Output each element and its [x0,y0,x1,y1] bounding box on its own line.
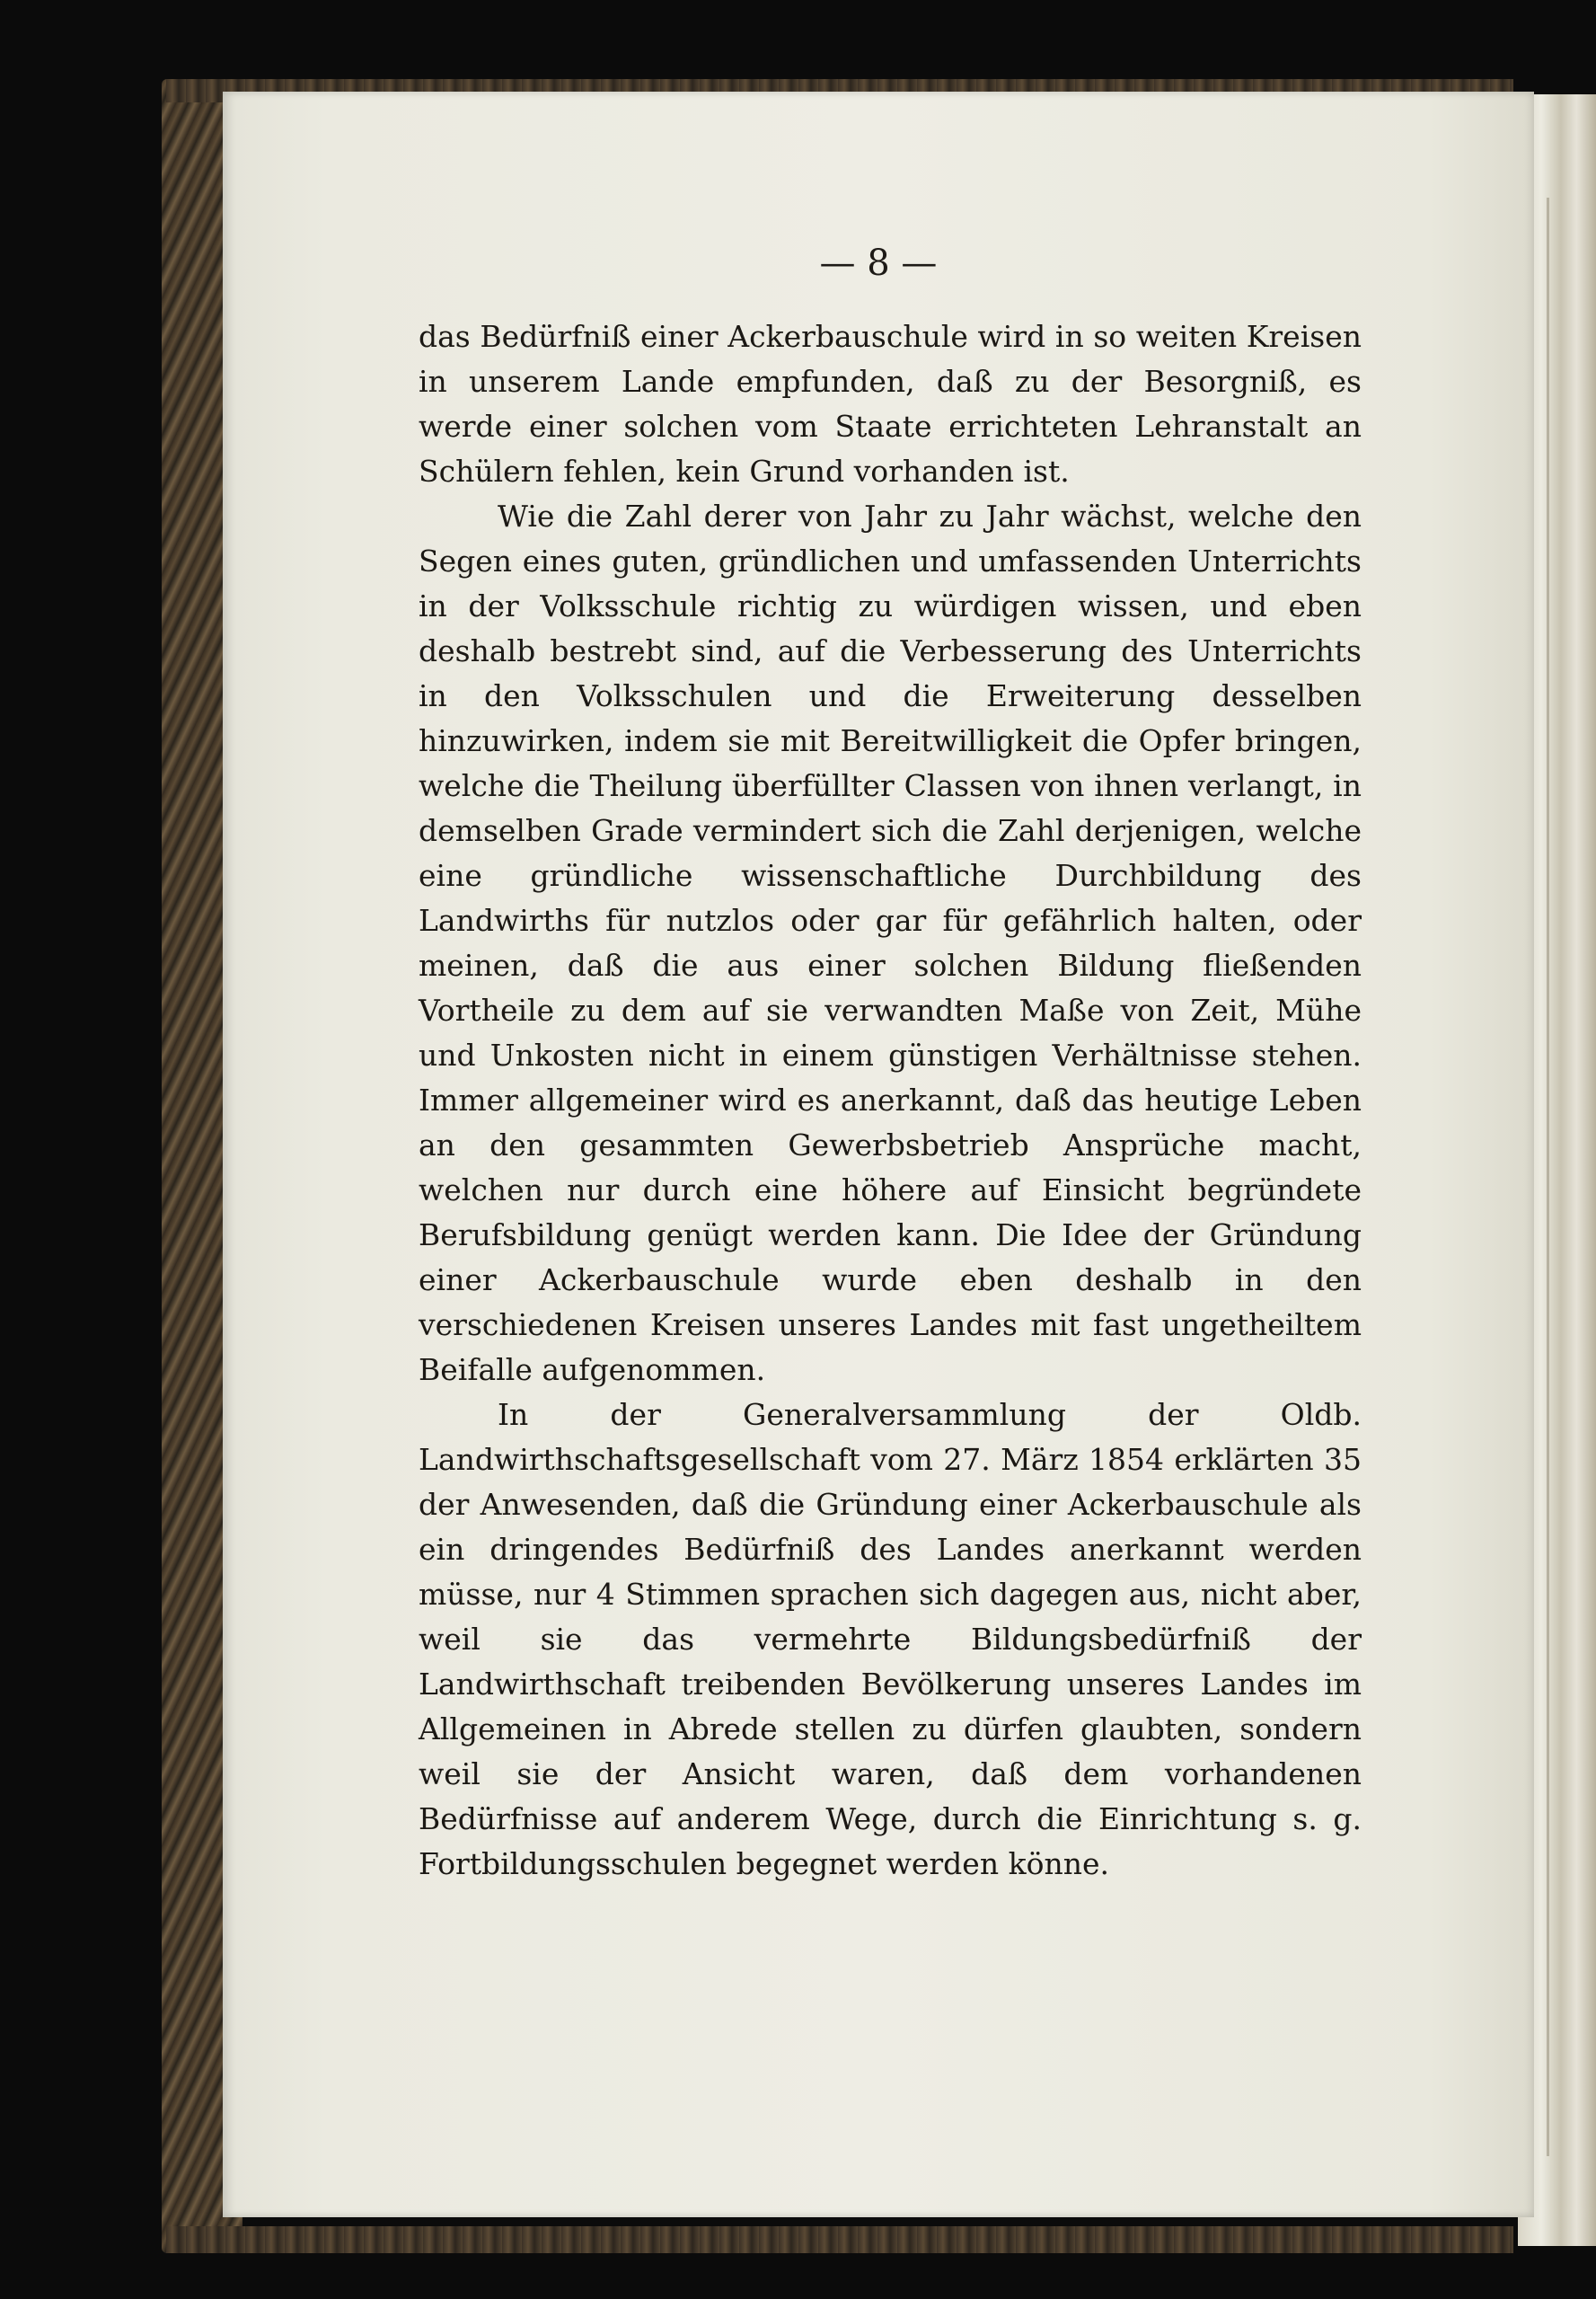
cover-board-bottom-edge [166,2226,1513,2253]
book-page [223,92,1534,2217]
page-body-text [419,314,1362,1887]
paragraph-1: das Bedürfniß einer Ackerbauschule wird in so weiten Kreisen in unserem Lande empfunden, daß zu der Besorgniß, es werde einer solchen vom Staate errichteten Lehranstalt an Schülern fehlen, kein Grund vorhanden ist. [419,319,1362,489]
paragraph-2: Wie die Zahl derer von Jahr zu Jahr wächst, welche den Segen eines guten, gründlichen und umfassenden Unterrichts in der Volksschule richtig zu würdigen wissen, und eben deshalb bestrebt sind, auf die Verbesserung des Unterrichts in den Volksschulen und die Erweiterung desselben hinzuwirken, indem sie mit Bereitwilligkeit die Opfer bringen, welche die Theilung überfüllter Classen von ihnen verlangt, in demselben Grade vermindert sich die Zahl derjenigen, welche eine gründliche wissenschaftliche Durchbildung des Landwirths für nutzlos oder gar für gefährlich halten, oder meinen, daß die aus einer solchen Bildung fließenden Vortheile zu dem auf sie verwandten Maße von Zeit, Mühe und Unkosten nicht in einem günstigen Verhältnisse stehen. Immer allgemeiner wird es anerkannt, daß das heutige Leben an den gesammten Gewerbsbetrieb Ansprüche macht, welchen nur durch eine höhere auf Einsicht begründete Berufsbildung genügt werden kann. Die Idee der Gründung einer Ackerbauschule wurde eben deshalb in den verschiedenen Kreisen unseres Landes mit fast ungetheiltem Beifalle aufgenommen. [419,499,1362,1387]
page-number: — 8 — [819,243,938,284]
paragraph-3: In der Generalversammlung der Oldb. Landwirthschaftsgesellschaft vom 27. März 1854 erklärten 35 der Anwesenden, daß die Gründung einer Ackerbauschule als ein dringendes Bedürfniß des Landes anerkannt werden müsse, nur 4 Stimmen sprachen sich dagegen aus, nicht aber, weil sie das vermehrte Bildungsbedürfniß der Landwirthschaft treibenden Bevölkerung unseres Landes im Allgemeinen in Abrede stellen zu dürfen glaubten, sondern weil sie der Ansicht waren, daß dem vorhandenen Bedürfnisse auf anderem Wege, durch die Einrichtung s. g. Fortbildungsschulen begegnet werden könne. [419,1397,1362,1881]
binding-edge-line [1547,198,1549,2156]
